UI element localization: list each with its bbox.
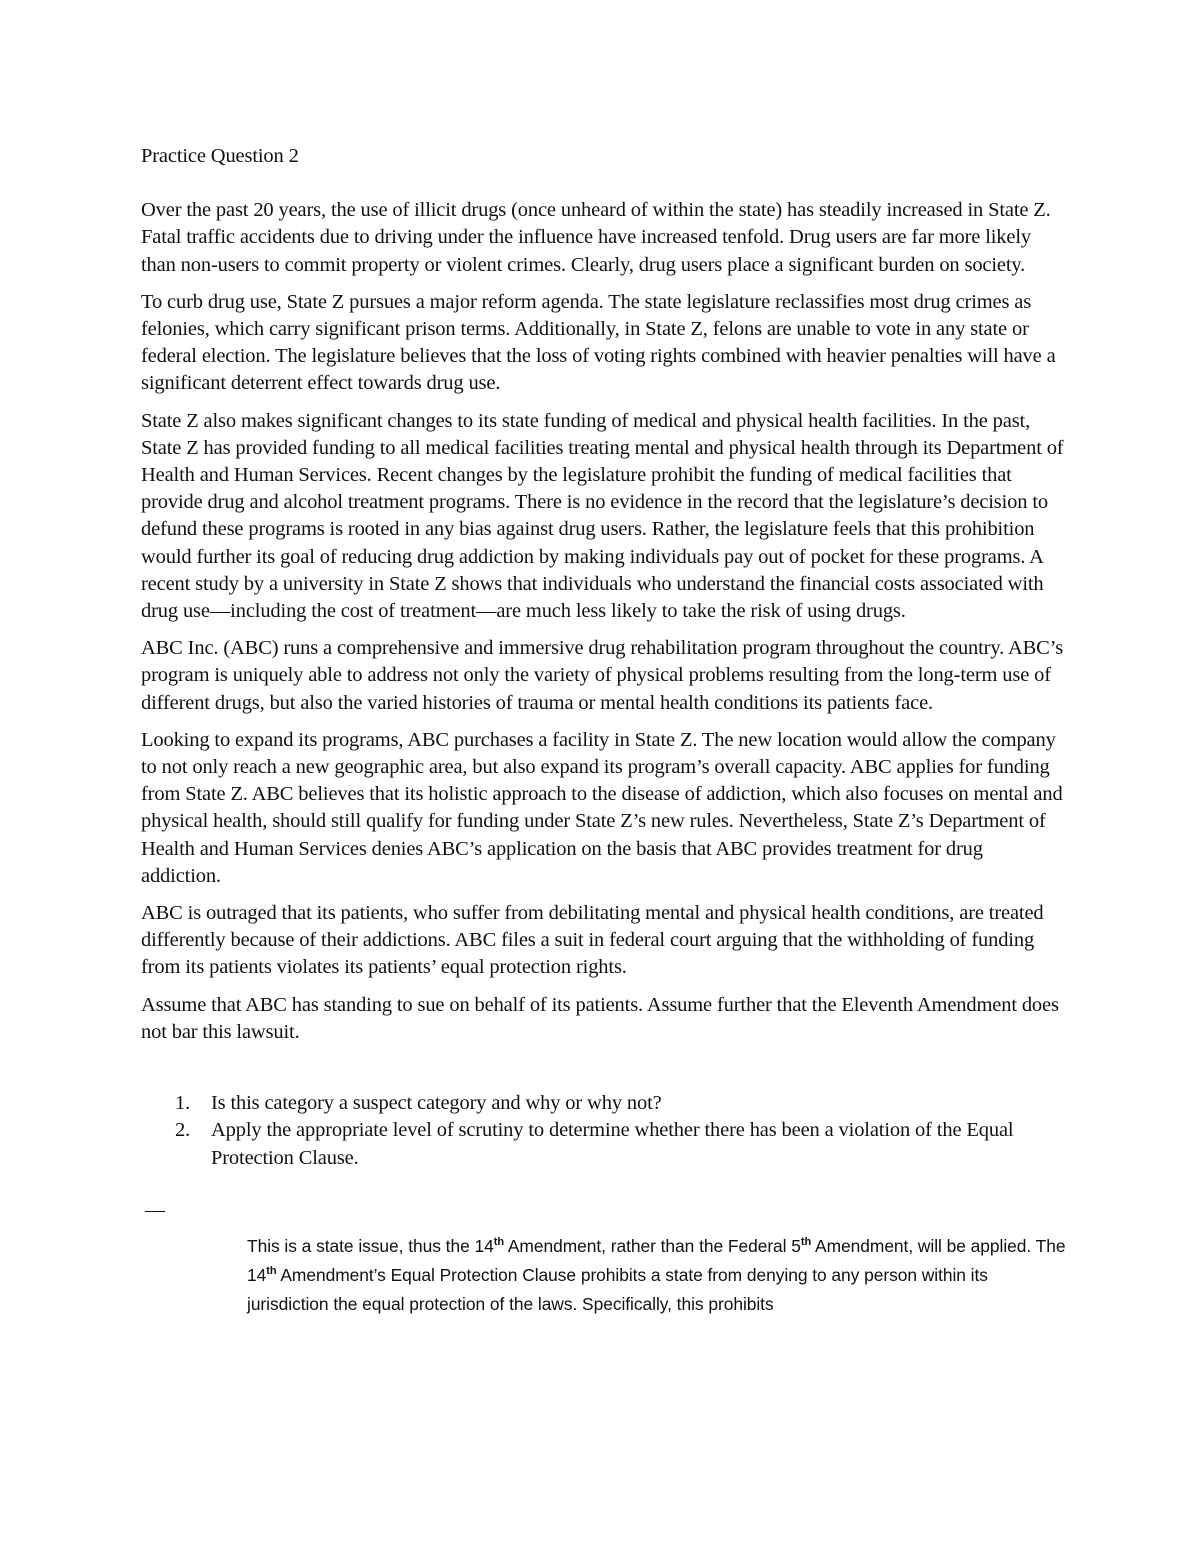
ordinal-suffix: th [266,1264,277,1277]
paragraph-5: Looking to expand its programs, ABC purchases a facility in State Z. The new location would allow the company to not only reach a new geographic area, but also expand its program’s overall capacity. ABC applies for funding from State Z. ABC believes that its holistic approach to the disease of addiction, which also focuses on mental and physical health, should still qualify for funding under State Z’s new rules. Nevertheless, State Z’s Department of Health and Human Services denies ABC’s application on the basis that ABC provides treatment for drug addiction. [141,728,1063,887]
answer-part: Amendment’s Equal Protection Clause prohibits a state from denying to any person within its jurisdiction the equal protection of the laws. Specifically, this prohibits [247,1264,988,1314]
answer-text [247,1232,1067,1319]
section-divider: — [145,1198,165,1221]
question-item-2 [141,1117,1066,1171]
document-content [141,143,1066,1319]
ordinal-suffix: th [493,1235,505,1248]
question-number: 2. [175,1119,191,1142]
question-text: Apply the appropriate level of scrutiny to determine whether there has been a violation of the Equal Protection Clause. [211,1119,1014,1169]
spacer [141,1056,1066,1090]
question-number: 1. [175,1092,191,1115]
answer-part: Amendment, rather than the Federal 5 [504,1235,801,1256]
paragraph-3: State Z also makes significant changes to its state funding of medical and physical health facilities. In the past, State Z has provided funding to all medical facilities treating mental and physical health through its Department of Health and Human Services. Recent changes by the legislature prohibit the funding of medical facilities that provide drug and alcohol treatment programs. There is no evidence in the record that the legislature’s decision to defund these programs is rooted in any bias against drug users. Rather, the legislature feels that this prohibition would further its goal of reducing drug addiction by making individuals pay out of pocket for these programs. A recent study by a university in State Z shows that individuals who understand the financial costs associated with drug use—including the cost of treatment—are much less likely to take the risk of using drugs. [141,409,1064,623]
document-title: Practice Question 2 [141,145,299,167]
paragraph-7: Assume that ABC has standing to sue on behalf of its patients. Assume further that the Eleventh Amendment does not bar this lawsuit. [141,993,1059,1043]
paragraph-1: Over the past 20 years, the use of illicit drugs (once unheard of within the state) has steadily increased in State Z. Fatal traffic accidents due to driving under the influence have increased tenfold. Drug users are far more likely than non-users to commit property or violent crimes. Clearly, drug users place a significant burden on society. [141,199,1051,276]
paragraph-4: ABC Inc. (ABC) runs a comprehensive and immersive drug rehabilitation program throughout the country. ABC’s program is uniquely able to address not only the variety of physical problems resulting from the long-term use of different drugs, but also the varied histories of trauma or mental health conditions its patients face. [141,637,1064,714]
ordinal-suffix: th [800,1235,812,1248]
question-list [141,1090,1066,1172]
paragraph-2: To curb drug use, State Z pursues a major reform agenda. The state legislature reclassifies most drug crimes as felonies, which carry significant prison terms. Additionally, in State Z, felons are unable to vote in any state or federal election. The legislature believes that the loss of voting rights combined with heavier penalties will have a significant deterrent effect towards drug use. [141,290,1056,395]
paragraph-6: ABC is outraged that its patients, who suffer from debilitating mental and physical health conditions, are treated differently because of their addictions. ABC files a suit in federal court arguing that the withholding of funding from its patients violates its patients’ equal protection rights. [141,902,1044,979]
answer-part: This is a state issue, thus the 14 [247,1235,494,1256]
question-text: Is this category a suspect category and why or why not? [211,1092,662,1115]
question-item-1 [141,1090,1066,1117]
answer-part: Amendment, will be applied. The 14 [247,1235,1066,1285]
